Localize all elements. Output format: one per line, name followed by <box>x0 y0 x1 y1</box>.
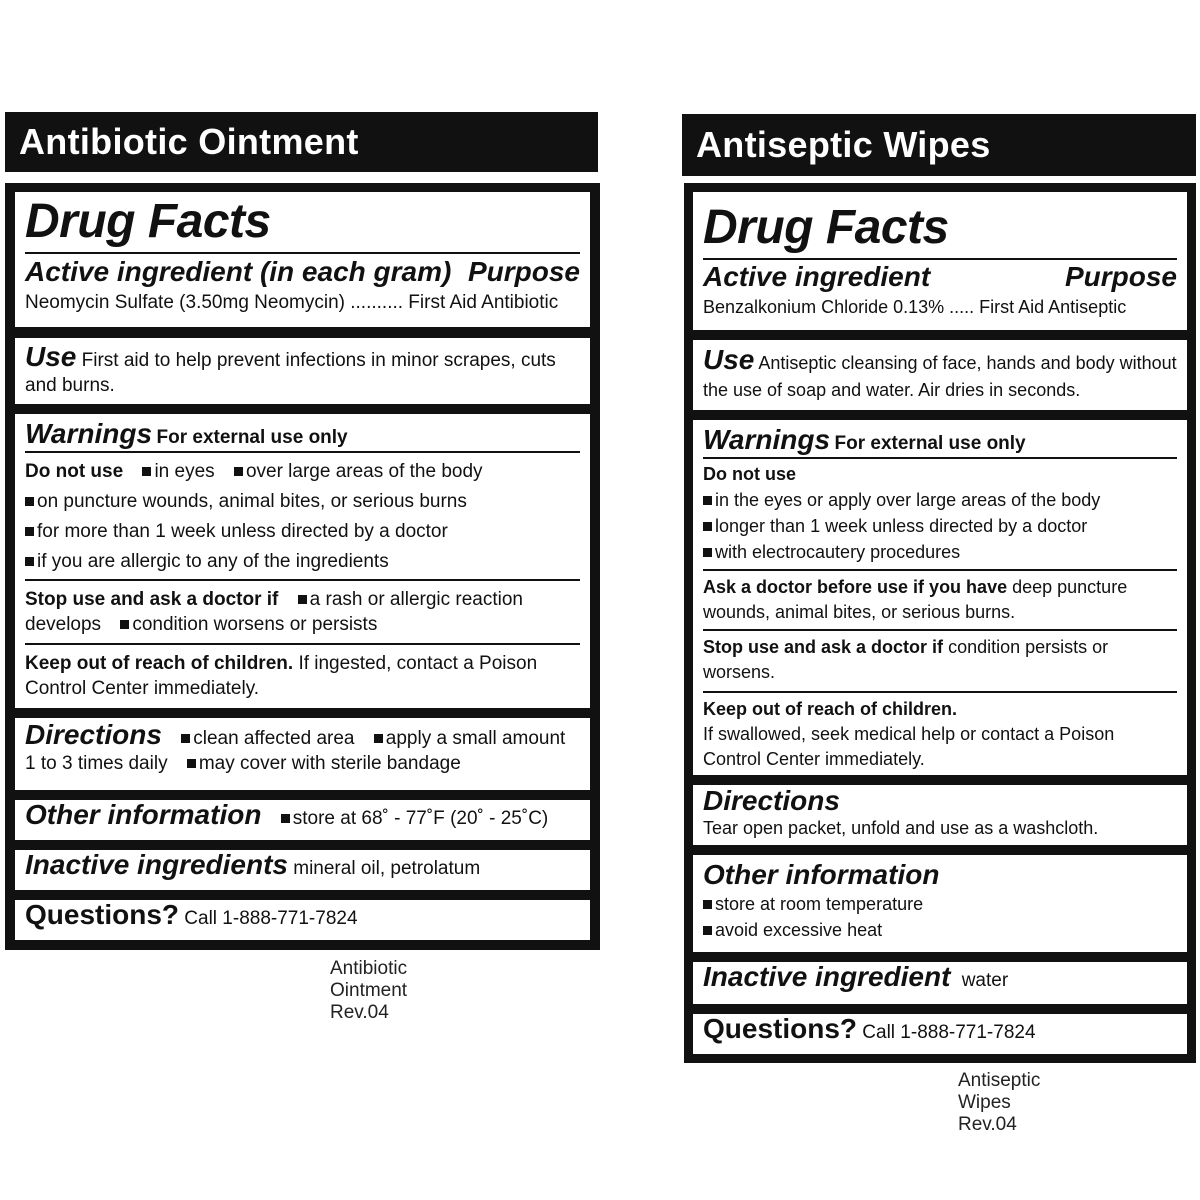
left-other-heading: Other information <box>25 800 262 830</box>
right-directions-box <box>693 785 1187 845</box>
left-inactive-text: mineral oil, petrolatum <box>293 858 481 879</box>
left-rule <box>25 252 580 254</box>
right-other-heading: Other information <box>703 859 940 890</box>
right-questions-heading: Questions? <box>703 1014 858 1044</box>
right-questions-text: Call 1-888-771-7824 <box>862 1022 1036 1043</box>
right-other-list <box>703 891 1177 943</box>
right-keep-out-text: If swallowed, seek medical help or contact a Poison Control Center immediately. <box>703 724 1115 769</box>
right-keep-out <box>703 697 1177 772</box>
right-other-box <box>693 855 1187 952</box>
right-drug-facts-title: Drug Facts <box>703 201 949 254</box>
right-use-heading: Use <box>703 344 755 375</box>
right-questions-box <box>693 1014 1187 1054</box>
list-item: longer than 1 week unless directed by a doctor <box>715 516 1088 536</box>
left-warnings-sub: For external use only <box>156 427 348 448</box>
list-item: store at room temperature <box>715 894 924 914</box>
left-purpose-heading: Purpose <box>467 256 580 287</box>
left-do-not-use <box>25 457 580 577</box>
right-rule <box>703 457 1177 459</box>
list-item: avoid excessive heat <box>715 920 883 940</box>
right-active-heading: Active ingredient <box>703 261 931 292</box>
right-use-text: Antiseptic cleansing of face, hands and body without the use of soap and water. Air dries in seconds. <box>703 353 1177 400</box>
right-directions-text: Tear open packet, unfold and use as a washcloth. <box>703 818 1099 838</box>
list-item: a rash or allergic reaction develops <box>25 589 523 635</box>
right-active-line: Benzalkonium Chloride 0.13% ..... First Aid Antiseptic <box>703 297 1127 317</box>
list-item: if you are allergic to any of the ingredients <box>37 551 389 572</box>
left-rule <box>25 579 580 581</box>
right-rule <box>703 258 1177 260</box>
list-item: in eyes <box>154 461 215 482</box>
left-stop-use-label: Stop use and ask a doctor if <box>25 589 279 610</box>
left-other-box <box>15 800 590 840</box>
left-use-text: First aid to help prevent infections in minor scrapes, cuts and burns. <box>25 350 556 396</box>
left-active-line: Neomycin Sulfate (3.50mg Neomycin) .......... First Aid Antibiotic <box>25 292 559 313</box>
left-drug-facts-title: Drug Facts <box>25 195 271 248</box>
list-item: clean affected area <box>193 728 355 749</box>
right-warnings-box <box>693 420 1187 775</box>
list-item: condition worsens or persists <box>132 614 378 635</box>
left-warnings-heading: Warnings <box>25 418 153 449</box>
left-active-box <box>15 192 590 327</box>
list-item: may cover with sterile bandage <box>198 753 461 774</box>
right-use-box <box>693 340 1187 410</box>
list-item: apply a small amount 1 to 3 times daily <box>25 728 566 774</box>
right-revision: Antiseptic Wipes Rev.04 <box>958 1070 1041 1135</box>
left-inactive-heading: Inactive ingredients <box>25 850 288 880</box>
left-title: Antibiotic Ointment <box>19 121 359 162</box>
right-keep-out-label: Keep out of reach of children. <box>703 699 958 719</box>
left-questions-heading: Questions? <box>25 900 180 930</box>
right-warnings-sub: For external use only <box>834 433 1026 454</box>
left-directions-box <box>15 718 590 790</box>
left-keep-out-text: If ingested, contact a Poison Control Center immediately. <box>25 653 538 699</box>
right-rule <box>703 629 1177 631</box>
right-active-box <box>693 192 1187 330</box>
right-inactive-heading: Inactive ingredient <box>703 962 951 992</box>
left-rule <box>25 451 580 453</box>
list-item: store at 68˚ - 77˚F (20˚ - 25˚C) <box>292 808 549 829</box>
right-title-bar <box>682 114 1196 176</box>
right-purpose-heading: Purpose <box>1064 261 1177 292</box>
list-item: over large areas of the body <box>245 461 483 482</box>
left-inactive-box <box>15 850 590 890</box>
left-stop-use <box>25 587 580 637</box>
left-active-header <box>25 256 580 288</box>
right-inactive-text: water <box>961 970 1009 991</box>
right-ask-doctor-text: deep puncture wounds, animal bites, or serious burns. <box>703 577 1128 622</box>
left-use-box <box>15 338 590 404</box>
left-do-not-use-label: Do not use <box>25 461 124 482</box>
list-item: for more than 1 week unless directed by a doctor <box>37 521 448 542</box>
right-ask-doctor-label: Ask a doctor before use if you have <box>703 577 1008 597</box>
left-rule <box>25 643 580 645</box>
right-stop-use-text: condition persists or worsens. <box>703 637 1109 682</box>
left-keep-out-label: Keep out of reach of children. <box>25 653 294 674</box>
left-directions-heading: Directions <box>25 719 162 750</box>
list-item: in the eyes or apply over large areas of the body <box>715 490 1101 510</box>
right-rule <box>703 691 1177 693</box>
left-keep-out <box>25 651 580 701</box>
right-stop-use <box>703 635 1177 685</box>
right-inactive-box <box>693 962 1187 1004</box>
list-item: on puncture wounds, animal bites, or serious burns <box>37 491 467 512</box>
right-title: Antiseptic Wipes <box>696 124 991 165</box>
left-questions-box <box>15 900 590 940</box>
right-rule <box>703 569 1177 571</box>
left-revision: Antibiotic Ointment Rev.04 <box>330 958 408 1023</box>
list-item: with electrocautery procedures <box>715 542 961 562</box>
right-do-not-use <box>703 461 1177 565</box>
right-warnings-heading: Warnings <box>703 424 831 455</box>
left-title-bar <box>5 112 598 172</box>
right-ask-doctor <box>703 575 1177 625</box>
right-directions-heading: Directions <box>703 785 840 816</box>
right-stop-use-label: Stop use and ask a doctor if <box>703 637 944 657</box>
right-do-not-use-label: Do not use <box>703 464 796 484</box>
left-active-heading: Active ingredient (in each gram) <box>25 256 452 287</box>
left-warnings-box <box>15 414 590 708</box>
right-active-header <box>703 261 1177 293</box>
left-questions-text: Call 1-888-771-7824 <box>184 908 358 929</box>
left-use-heading: Use <box>25 341 77 372</box>
